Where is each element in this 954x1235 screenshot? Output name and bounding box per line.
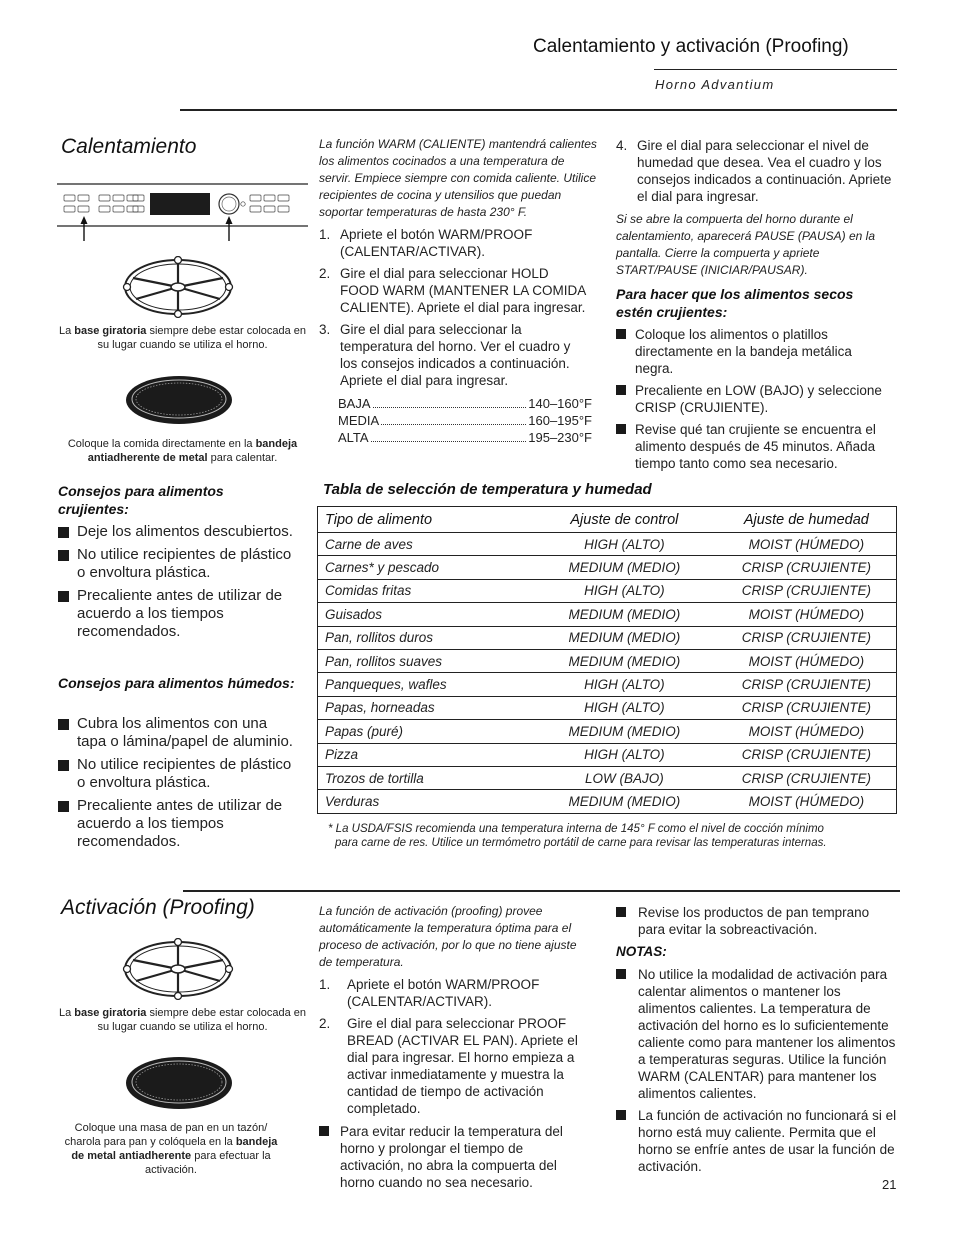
- table-row: [318, 743, 897, 766]
- table-cell: Papas, horneadas: [318, 696, 533, 719]
- notes-heading: NOTAS:: [616, 944, 667, 959]
- list-item: Para evitar reducir la temperatura del horno y prolongar el tiempo de activación, no abra la compuerta del horno cuando no sea necesario.: [319, 1123, 579, 1191]
- list-item: No utilice la modalidad de activación para calentar alimentos o mantener los alimentos calientes. La temperatura de activación del horno es lo suficientemente caliente como para mantener los alimentos a temperaturas seguras. Utilice la función WARM (CALENTAR) para mantener los alimentos calientes.: [616, 966, 898, 1102]
- table-row: [318, 649, 897, 672]
- list-item: No utilice recipientes de plástico o envoltura plástica.: [58, 546, 298, 582]
- list-item: Precaliente en LOW (BAJO) y seleccione CRISP (CRUJIENTE).: [616, 382, 892, 416]
- table-cell: CRISP (CRUJIENTE): [717, 696, 897, 719]
- turntable-illustration: [118, 938, 238, 1000]
- proofing-mid-list: [319, 1123, 579, 1196]
- table-cell: CRISP (CRUJIENTE): [717, 766, 897, 789]
- table-row: [318, 603, 897, 626]
- temp-row: MEDIA 160–195°F: [338, 413, 592, 428]
- table-row: [318, 696, 897, 719]
- table-cell: HIGH (ALTO): [532, 579, 717, 602]
- list-item: Precaliente antes de utilizar de acuerdo a los tiempos recomendados.: [58, 797, 298, 851]
- crisp-tips-list: [58, 523, 298, 646]
- notes-list: [616, 966, 898, 1180]
- table-row: [318, 579, 897, 602]
- nonstick-tray-illustration: [124, 1055, 234, 1111]
- temperature-humidity-table: [317, 506, 897, 814]
- list-item: Deje los alimentos descubiertos.: [58, 523, 298, 541]
- table-cell: MOIST (HÚMEDO): [717, 790, 897, 813]
- list-item: Coloque los alimentos o platillos directamente en la bandeja metálica negra.: [616, 326, 892, 377]
- table-cell: Verduras: [318, 790, 533, 813]
- warming-step-4: [616, 137, 892, 210]
- turntable-illustration: [118, 256, 238, 318]
- list-item: Cubra los alimentos con una tapa o lámina/papel de aluminio.: [58, 715, 298, 751]
- table-cell: CRISP (CRUJIENTE): [717, 743, 897, 766]
- list-item: Precaliente antes de utilizar de acuerdo a los tiempos recomendados.: [58, 587, 298, 641]
- table-cell: Comidas fritas: [318, 579, 533, 602]
- table-cell: MEDIUM (MEDIO): [532, 626, 717, 649]
- table-cell: LOW (BAJO): [532, 766, 717, 789]
- table-cell: Pan, rollitos suaves: [318, 649, 533, 672]
- table-cell: Pan, rollitos duros: [318, 626, 533, 649]
- nonstick-tray-illustration: [124, 374, 234, 426]
- table-cell: MOIST (HÚMEDO): [717, 603, 897, 626]
- step-item: 3. Gire el dial para seleccionar la temperatura del horno. Ver el cuadro y los consejos indicados a continuación. Apriete el dial para ingresar.: [319, 322, 571, 388]
- proofing-steps: [319, 976, 581, 1122]
- moist-tips-list: [58, 715, 298, 856]
- dry-crisp-heading: Para hacer que los alimentos secos estén crujientes:: [616, 286, 854, 320]
- column-header: Ajuste de humedad: [717, 507, 897, 533]
- page-number: 21: [882, 1177, 897, 1192]
- table-cell: HIGH (ALTO): [532, 533, 717, 556]
- table-row: [318, 626, 897, 649]
- table-cell: MEDIUM (MEDIO): [532, 556, 717, 579]
- step-item: 2. Gire el dial para seleccionar PROOF BREAD (ACTIVAR EL PAN). Apriete el dial para ingresar. El horno empieza a activar inmediatamente y muestra la cantidad de tiempo de activación completado.: [319, 1016, 578, 1116]
- table-row: [318, 673, 897, 696]
- list-item: Revise qué tan crujiente se encuentra el alimento después de 45 minutos. Añada tiempo tanto como sea necesario.: [616, 421, 892, 472]
- table-cell: Papas (puré): [318, 720, 533, 743]
- proofing-section-title: Activación (Proofing): [61, 896, 255, 919]
- crisp-tips-heading: Consejos para alimentos crujientes:: [58, 483, 224, 517]
- page-header-subtitle: Horno Advantium: [655, 77, 775, 92]
- table-cell: MEDIUM (MEDIO): [532, 603, 717, 626]
- table-cell: MEDIUM (MEDIO): [532, 790, 717, 813]
- proofing-intro: La función de activación (proofing) provee automáticamente la temperatura óptima para el proceso de activación, por lo que no tiene ajuste de temperatura.: [319, 904, 577, 969]
- table-cell: HIGH (ALTO): [532, 743, 717, 766]
- list-item: Revise los productos de pan temprano para evitar la sobreactivación.: [616, 904, 896, 938]
- table-title: Tabla de selección de temperatura y humedad: [323, 481, 652, 498]
- table-header-row: [318, 507, 897, 533]
- section-divider: [183, 890, 900, 892]
- tray-caption: Coloque una masa de pan en un tazón/ charola para pan y colóquela en la bandeja de metal antiadherente para efectuar la activación.: [64, 1122, 278, 1176]
- list-item: No utilice recipientes de plástico o envoltura plástica.: [58, 756, 298, 792]
- table-cell: MOIST (HÚMEDO): [717, 720, 897, 743]
- warming-steps: [319, 226, 587, 394]
- step-item: 1. Apriete el botón WARM/PROOF (CALENTAR/ACTIVAR).: [319, 227, 533, 259]
- moist-tips-heading: Consejos para alimentos húmedos:: [58, 675, 295, 691]
- table-footnote: * La USDA/FSIS recomienda una temperatura interna de 145° F como el nivel de cocción mínimo para carne de res. Utilice un termómetro portátil de carne para revisar las temperaturas internas.: [328, 823, 827, 849]
- step-item: 2. Gire el dial para seleccionar HOLD FOOD WARM (MANTENER LA COMIDA CALIENTE). Apriete el dial para ingresar.: [319, 266, 586, 315]
- step-item: 4. Gire el dial para seleccionar el nivel de humedad que desea. Vea el cuadro y los consejos indicados a continuación. Apriete el dial para ingresar.: [616, 138, 892, 204]
- step-item: 1. Apriete el botón WARM/PROOF (CALENTAR/ACTIVAR).: [319, 977, 540, 1009]
- temp-row: BAJA 140–160°F: [338, 396, 592, 411]
- table-cell: Pizza: [318, 743, 533, 766]
- table-row: [318, 720, 897, 743]
- table-cell: MEDIUM (MEDIO): [532, 649, 717, 672]
- temperature-ranges: [338, 395, 592, 446]
- table-cell: MOIST (HÚMEDO): [717, 649, 897, 672]
- column-header: Ajuste de control: [532, 507, 717, 533]
- section-divider: [180, 109, 897, 111]
- table-cell: MOIST (HÚMEDO): [717, 533, 897, 556]
- turntable-caption: La base giratoria siempre debe estar colocada en su lugar cuando se utiliza el horno.: [58, 325, 307, 351]
- table-cell: CRISP (CRUJIENTE): [717, 579, 897, 602]
- warming-section-title: Calentamiento: [61, 135, 197, 158]
- turntable-caption: La base giratoria siempre debe estar colocada en su lugar cuando se utiliza el horno.: [58, 1007, 307, 1033]
- table-cell: CRISP (CRUJIENTE): [717, 556, 897, 579]
- table-cell: Guisados: [318, 603, 533, 626]
- page-header-title: Calentamiento y activación (Proofing): [533, 36, 849, 57]
- table-row: [318, 766, 897, 789]
- control-panel-illustration: [57, 183, 308, 243]
- warming-intro: La función WARM (CALIENTE) mantendrá calientes los alimentos cocinados a una temperatura de servir. Empiece siempre con comida caliente. Utilice recipientes de cocina y utensilios que puedan soportar temperaturas de hasta 230° F.: [319, 137, 597, 219]
- dry-crisp-list: [616, 326, 892, 477]
- temp-row: ALTA 195–230°F: [338, 430, 592, 445]
- table-cell: Carne de aves: [318, 533, 533, 556]
- header-divider: [654, 69, 897, 70]
- proofing-right-list: [616, 904, 896, 943]
- table-row: [318, 556, 897, 579]
- table-cell: HIGH (ALTO): [532, 696, 717, 719]
- table-cell: Panqueques, wafles: [318, 673, 533, 696]
- table-cell: MEDIUM (MEDIO): [532, 720, 717, 743]
- table-cell: Trozos de tortilla: [318, 766, 533, 789]
- table-row: [318, 533, 897, 556]
- column-header: Tipo de alimento: [318, 507, 533, 533]
- display-window: [150, 193, 210, 215]
- table-cell: Carnes* y pescado: [318, 556, 533, 579]
- pause-note: Si se abre la compuerta del horno durante el calentamiento, aparecerá PAUSE (PAUSA) en la pantalla. Cierre la compuerta y apriete START/PAUSE (INICIAR/PAUSAR).: [616, 212, 876, 277]
- table-cell: HIGH (ALTO): [532, 673, 717, 696]
- table-cell: CRISP (CRUJIENTE): [717, 626, 897, 649]
- tray-caption: Coloque la comida directamente en la bandeja antiadherente de metal para calentar.: [67, 438, 298, 464]
- list-item: La función de activación no funcionará si el horno está muy caliente. Permita que el horno se enfríe antes de usar la función de activación.: [616, 1107, 898, 1175]
- table-cell: CRISP (CRUJIENTE): [717, 673, 897, 696]
- table-row: [318, 790, 897, 813]
